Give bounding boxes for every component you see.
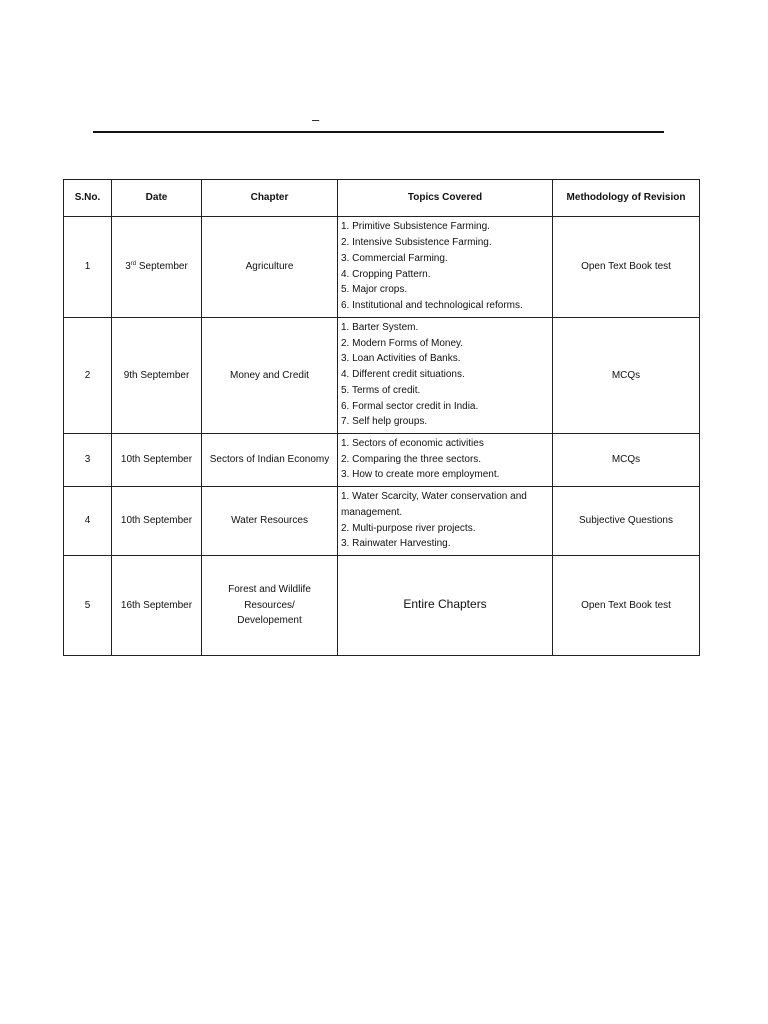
topic-item: 1. Sectors of economic activities: [341, 438, 484, 449]
cell-date: 9th September: [112, 318, 202, 434]
cell-sno: 1: [64, 217, 112, 318]
topic-item: 6. Institutional and technological reforms.: [341, 299, 523, 311]
topic-item: 3. Loan Activities of Banks.: [341, 353, 461, 365]
topic-item: 4. Different credit situations.: [341, 369, 465, 381]
chapter-line: Forest and Wildlife: [228, 583, 311, 595]
table-row: [64, 318, 700, 434]
chapter-line: Resources/: [244, 599, 295, 611]
cell-topics: [338, 217, 553, 318]
column-header-methodology: Methodology of Revision: [553, 180, 700, 217]
cell-methodology: Open Text Book test: [553, 555, 700, 655]
topic-item: 6. Formal sector credit in India.: [341, 400, 479, 412]
cell-sno: 2: [64, 318, 112, 434]
table-row: [64, 555, 700, 655]
revision-schedule-table: [63, 179, 700, 656]
topic-item: 3. Rainwater Harvesting.: [341, 538, 451, 550]
date-day: 3: [125, 261, 131, 273]
cell-sno: 3: [64, 434, 112, 487]
cell-date: [112, 217, 202, 318]
cell-chapter: [202, 555, 338, 655]
topic-item: 2. Comparing the three sectors.: [341, 453, 482, 465]
date-month: September: [136, 261, 188, 273]
topic-item: 7. Self help groups.: [341, 416, 428, 428]
chapter-line: Developement: [237, 615, 302, 627]
cell-topics: [338, 318, 553, 434]
cell-sno: 4: [64, 487, 112, 556]
table-row: [64, 434, 700, 487]
topic-item: 3. Commercial Farming.: [341, 252, 448, 264]
cell-chapter: Money and Credit: [202, 318, 338, 434]
column-header-topics: Topics Covered: [338, 180, 553, 217]
topic-item: 4. Cropping Pattern.: [341, 268, 431, 280]
cell-methodology: Subjective Questions: [553, 487, 700, 556]
header-rule: [93, 131, 664, 133]
table-row: [64, 487, 700, 556]
topic-item: 2. Multi-purpose river projects.: [341, 522, 476, 534]
cell-sno: 5: [64, 555, 112, 655]
topic-item: 1. Barter System.: [341, 322, 419, 334]
topic-item: 3. How to create more employment.: [341, 469, 500, 481]
topic-item: 5. Major crops.: [341, 284, 408, 296]
topic-item: 1. Primitive Subsistence Farming.: [341, 221, 490, 233]
date-suffix: rd: [130, 261, 137, 268]
cell-methodology: Open Text Book test: [553, 217, 700, 318]
cell-date: 16th September: [112, 555, 202, 655]
cell-topics: [338, 434, 553, 487]
column-header-date: Date: [112, 180, 202, 217]
header-dash: –: [312, 112, 320, 127]
cell-chapter: Water Resources: [202, 487, 338, 556]
cell-chapter: Agriculture: [202, 217, 338, 318]
cell-methodology: MCQs: [553, 434, 700, 487]
cell-date: 10th September: [112, 434, 202, 487]
cell-topics: [338, 487, 553, 556]
cell-topics: Entire Chapters: [338, 555, 553, 655]
cell-date: 10th September: [112, 487, 202, 556]
topic-item: 5. Terms of credit.: [341, 384, 421, 396]
topic-item: 1. Water Scarcity, Water conservation and management.: [341, 491, 527, 518]
cell-chapter: Sectors of Indian Economy: [202, 434, 338, 487]
column-header-chapter: Chapter: [202, 180, 338, 217]
table-header-row: [64, 180, 700, 217]
topic-item: 2. Intensive Subsistence Farming.: [341, 237, 492, 249]
column-header-sno: S.No.: [64, 180, 112, 217]
topic-item: 2. Modern Forms of Money.: [341, 337, 464, 349]
table-row: [64, 217, 700, 318]
cell-methodology: MCQs: [553, 318, 700, 434]
